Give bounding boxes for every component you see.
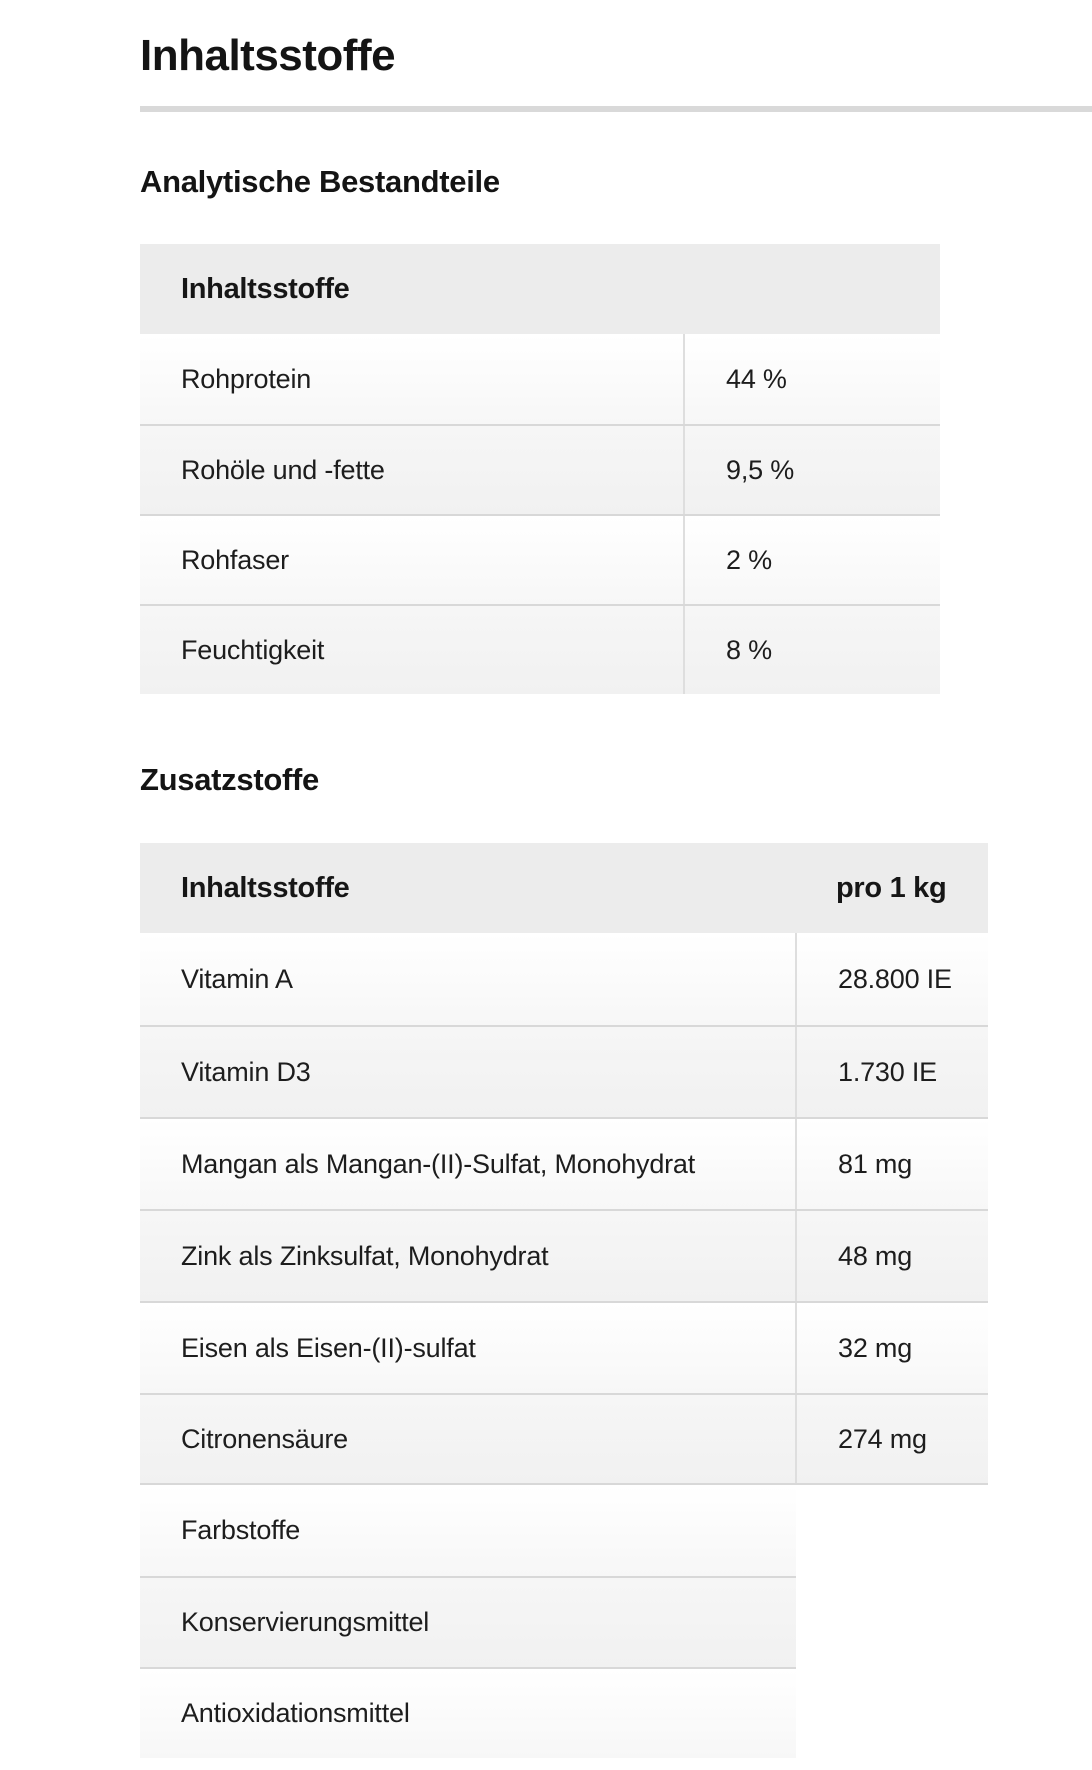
table-row (140, 1393, 988, 1485)
row-label: Rohöle und -fette (181, 454, 385, 485)
section-heading-analytical: Analytische Bestandteile (140, 164, 500, 199)
table-row (140, 1576, 796, 1667)
row-value: 44 % (683, 334, 940, 424)
row-label: Vitamin D3 (181, 1056, 311, 1087)
column-header-ingredients: Inhaltsstoffe (181, 871, 350, 904)
column-header-per-kg: pro 1 kg (836, 871, 947, 904)
column-header-ingredients: Inhaltsstoffe (181, 272, 350, 305)
row-label: Vitamin A (181, 963, 293, 994)
table-row (140, 933, 988, 1025)
row-label: Rohfaser (181, 544, 289, 575)
table-row (140, 1485, 796, 1576)
title-divider (140, 106, 1092, 112)
analytical-table (140, 244, 940, 694)
row-label: Konservierungsmittel (181, 1607, 430, 1637)
row-value: 32 mg (795, 1303, 988, 1393)
row-value: 81 mg (795, 1119, 988, 1209)
row-label: Rohprotein (181, 363, 312, 394)
row-value: 274 mg (795, 1395, 988, 1483)
row-label: Feuchtigkeit (181, 634, 325, 665)
row-label: Citronensäure (181, 1423, 348, 1454)
row-label: Farbstoffe (181, 1515, 301, 1545)
row-value: 9,5 % (683, 426, 940, 514)
table-header-row (140, 244, 940, 334)
row-value: 48 mg (795, 1211, 988, 1301)
row-label: Eisen als Eisen-(II)-sulfat (181, 1332, 476, 1363)
additives-table (140, 843, 988, 1758)
row-value: 1.730 IE (795, 1027, 988, 1117)
table-row (140, 424, 940, 514)
row-label: Zink als Zinksulfat, Monohydrat (181, 1240, 549, 1271)
table-row (140, 1117, 988, 1209)
row-value: 28.800 IE (795, 933, 988, 1025)
table-row (140, 334, 940, 424)
table-row (140, 1209, 988, 1301)
row-value: 8 % (683, 606, 940, 694)
table-row (140, 604, 940, 694)
table-header-row (140, 843, 988, 933)
table-row (140, 514, 940, 604)
table-row (140, 1025, 988, 1117)
section-heading-additives: Zusatzstoffe (140, 762, 319, 797)
table-row (140, 1667, 796, 1758)
row-label: Antioxidationsmittel (181, 1698, 410, 1728)
table-row (140, 1301, 988, 1393)
row-label: Mangan als Mangan-(II)-Sulfat, Monohydrat (181, 1148, 696, 1179)
row-value: 2 % (683, 516, 940, 604)
page-title: Inhaltsstoffe (140, 31, 396, 80)
